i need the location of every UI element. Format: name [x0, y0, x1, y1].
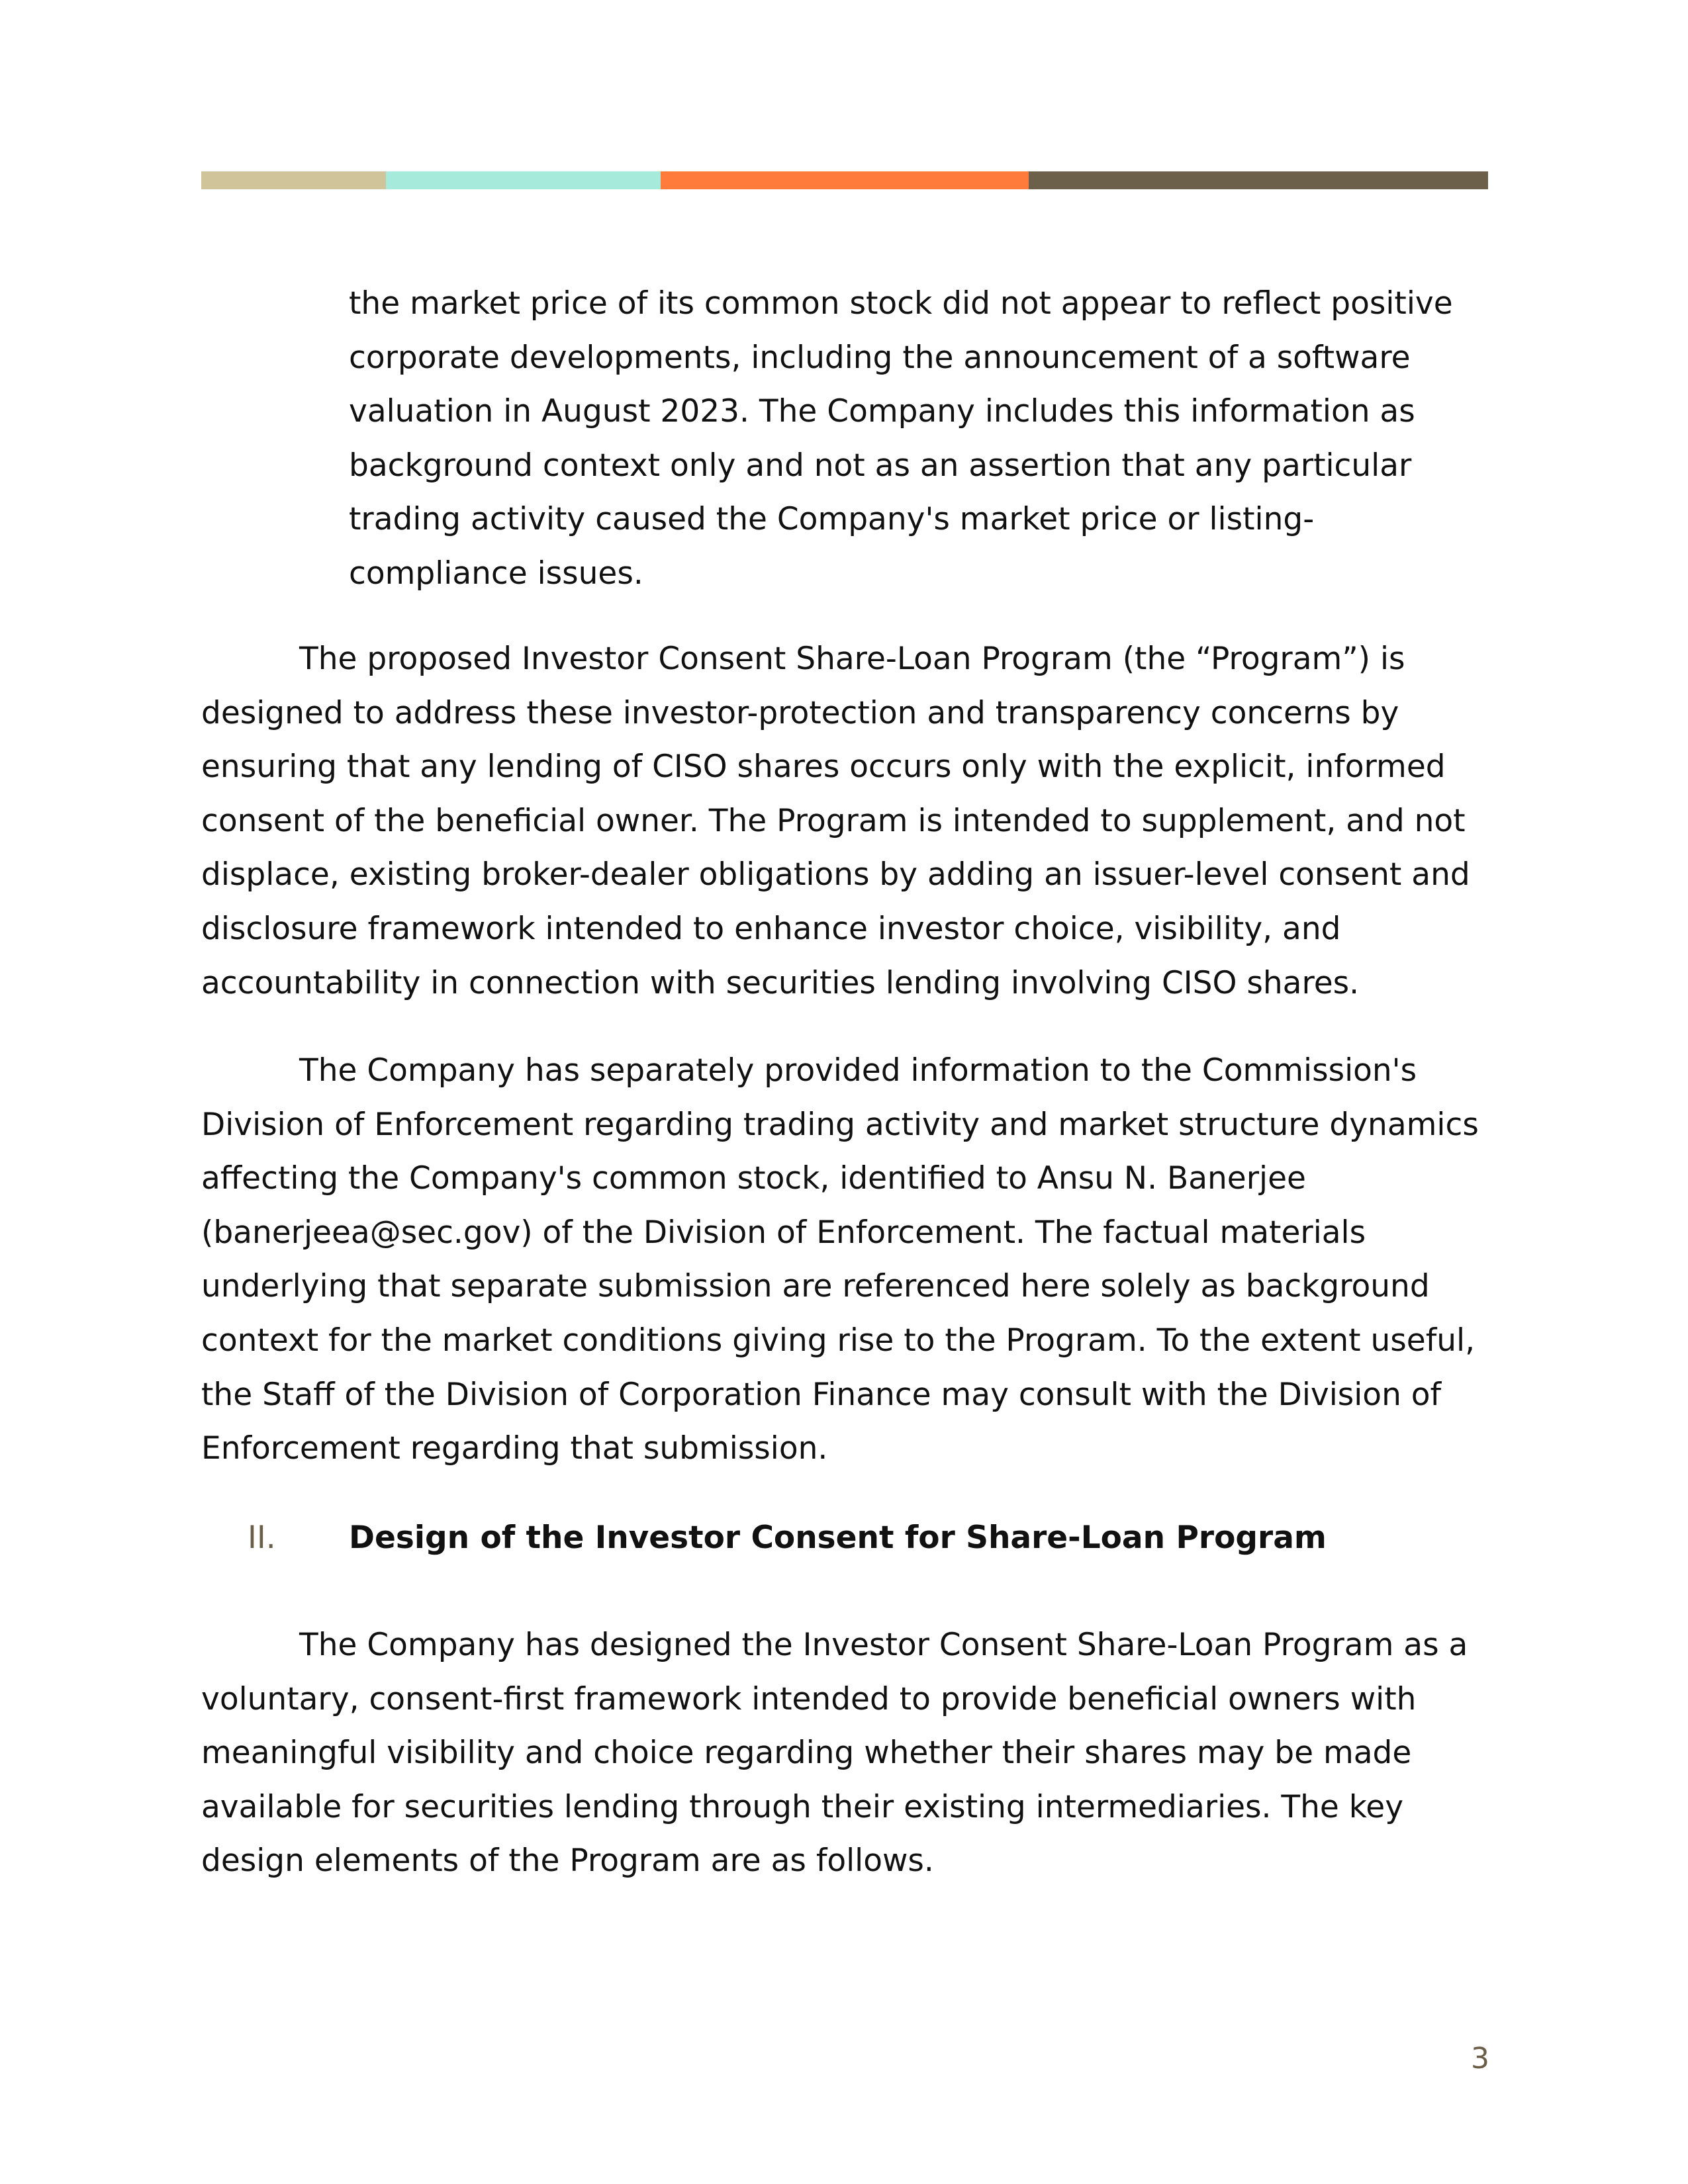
color-bar-segment-aqua: [386, 171, 661, 189]
header-color-bar: [201, 171, 1488, 189]
color-bar-segment-tan: [201, 171, 386, 189]
body-paragraph: The proposed Investor Consent Share-Loan Program (the “Program”) is designed to address these investor-protection and transparency concerns by ensuring that any lending of CISO shares occurs only with the explicit, informed consent of the beneficial owner. The Program is intended to supplement, and not displace, existing broker-dealer obligations by adding an issuer-level consent and disclosure framework intended to enhance investor choice, visibility, and accountability in connection with securities lending involving CISO shares.: [201, 641, 1470, 1001]
section-number: II.: [248, 1520, 276, 1556]
block-quote: the market price of its common stock did not appear to reflect positive corporate developments, including the announcement of a software valuation in August 2023. The Company includes this information as background context only and not as an assertion that any particular trading activity caused the Company's market price or listing-compliance issues.: [349, 285, 1453, 592]
section-title: Design of the Investor Consent for Share-Loan Program: [349, 1520, 1327, 1556]
color-bar-segment-orange: [661, 171, 1029, 189]
page-number: 3: [1471, 2042, 1489, 2075]
body-paragraph: The Company has designed the Investor Consent Share-Loan Program as a voluntary, consent-first framework intended to provide beneficial owners with meaningful visibility and choice regarding whether their shares may be made available for securities lending through their existing intermediaries. The key design elements of the Program are as follows.: [201, 1627, 1468, 1880]
color-bar-segment-brown: [1029, 171, 1488, 189]
body-paragraph: The Company has separately provided information to the Commission's Division of Enforcement regarding trading activity and market structure dynamics affecting the Company's common stock, identified to Ansu N. Banerjee (banerjeea@sec.gov) of the Division of Enforcement. The factual materials underlying that separate submission are referenced here solely as background context for the market conditions giving rise to the Program. To the extent useful, the Staff of the Division of Corporation Finance may consult with the Division of Enforcement regarding that submission.: [201, 1052, 1479, 1467]
section-heading: [201, 1511, 1488, 1565]
